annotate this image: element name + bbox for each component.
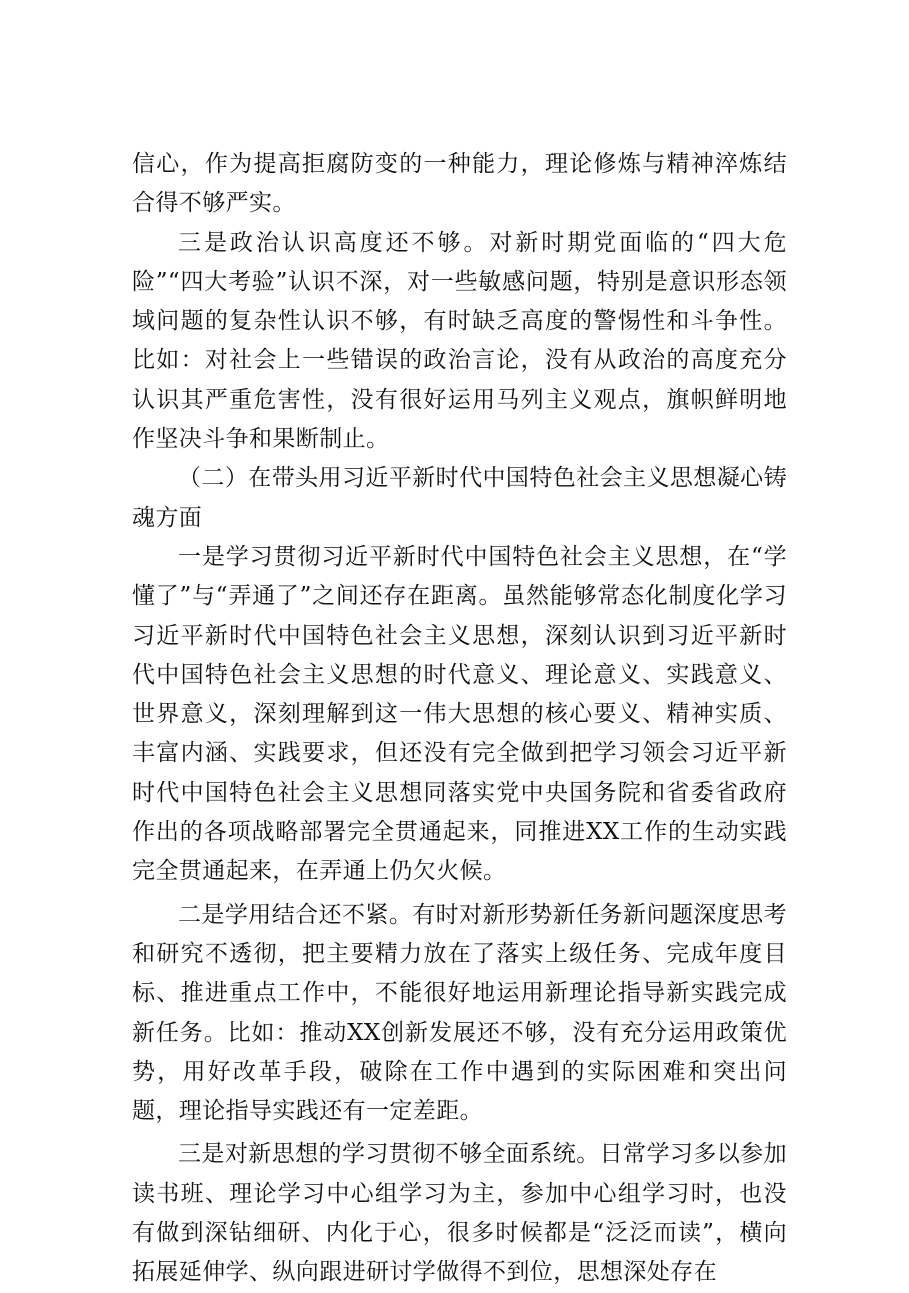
paragraph-political-awareness: 三是政治认识高度还不够。对新时期党面临的“四大危险”“四大考验”认识不深，对一些敏感问题，特别是意识形态领域问题的复杂性认识不够，有时缺乏高度的警惕性和斗争性。比如：对社会上一些错误的政治言论，没有从政治的高度充分认识其严重危害性，没有很好运用马列主义观点，旗帜鲜明地作坚决斗争和果断制止。: [132, 229, 787, 453]
section-heading-two: （二）在带头用习近平新时代中国特色社会主义思想凝心铸魂方面: [132, 465, 787, 531]
paragraph-continuation: 信心，作为提高拒腐防变的一种能力，理论修炼与精神淬炼结合得不够严实。: [132, 151, 787, 217]
paragraph-study-implementation: 一是学习贯彻习近平新时代中国特色社会主义思想，在“学懂了”与“弄通了”之间还存在距离。虽然能够常态化制度化学习习近平新时代中国特色社会主义思想，深刻认识到习近平新时代中国特色社会主义思想的时代意义、理论意义、实践意义、世界意义，深刻理解到这一伟大思想的核心要义、精神实质、丰富内涵、实践要求，但还没有完全做到把学习领会习近平新时代中国特色社会主义思想同落实党中央国务院和省委省政府作出的各项战略部署完全贯通起来，同推进XX工作的生动实践完全贯通起来，在弄通上仍欠火候。: [132, 543, 787, 885]
document-body: [132, 145, 787, 1293]
paragraph-study-application: 二是学用结合还不紧。有时对新形势新任务新问题深度思考和研究不透彻，把主要精力放在了落实上级任务、完成年度目标、推进重点工作中，不能很好地运用新理论指导新实践完成新任务。比如：推动XX创新发展还不够，没有充分运用政策优势，用好改革手段，破除在工作中遇到的实际困难和突出问题，理论指导实践还有一定差距。: [132, 901, 787, 1125]
paragraph-new-thought-study: 三是对新思想的学习贯彻不够全面系统。日常学习多以参加读书班、理论学习中心组学习为主，参加中心组学习时，也没有做到深钻细研、内化于心，很多时候都是“泛泛而读”，横向拓展延伸学、纵向跟进研讨学做得不到位，思想深处存在: [132, 1141, 787, 1286]
